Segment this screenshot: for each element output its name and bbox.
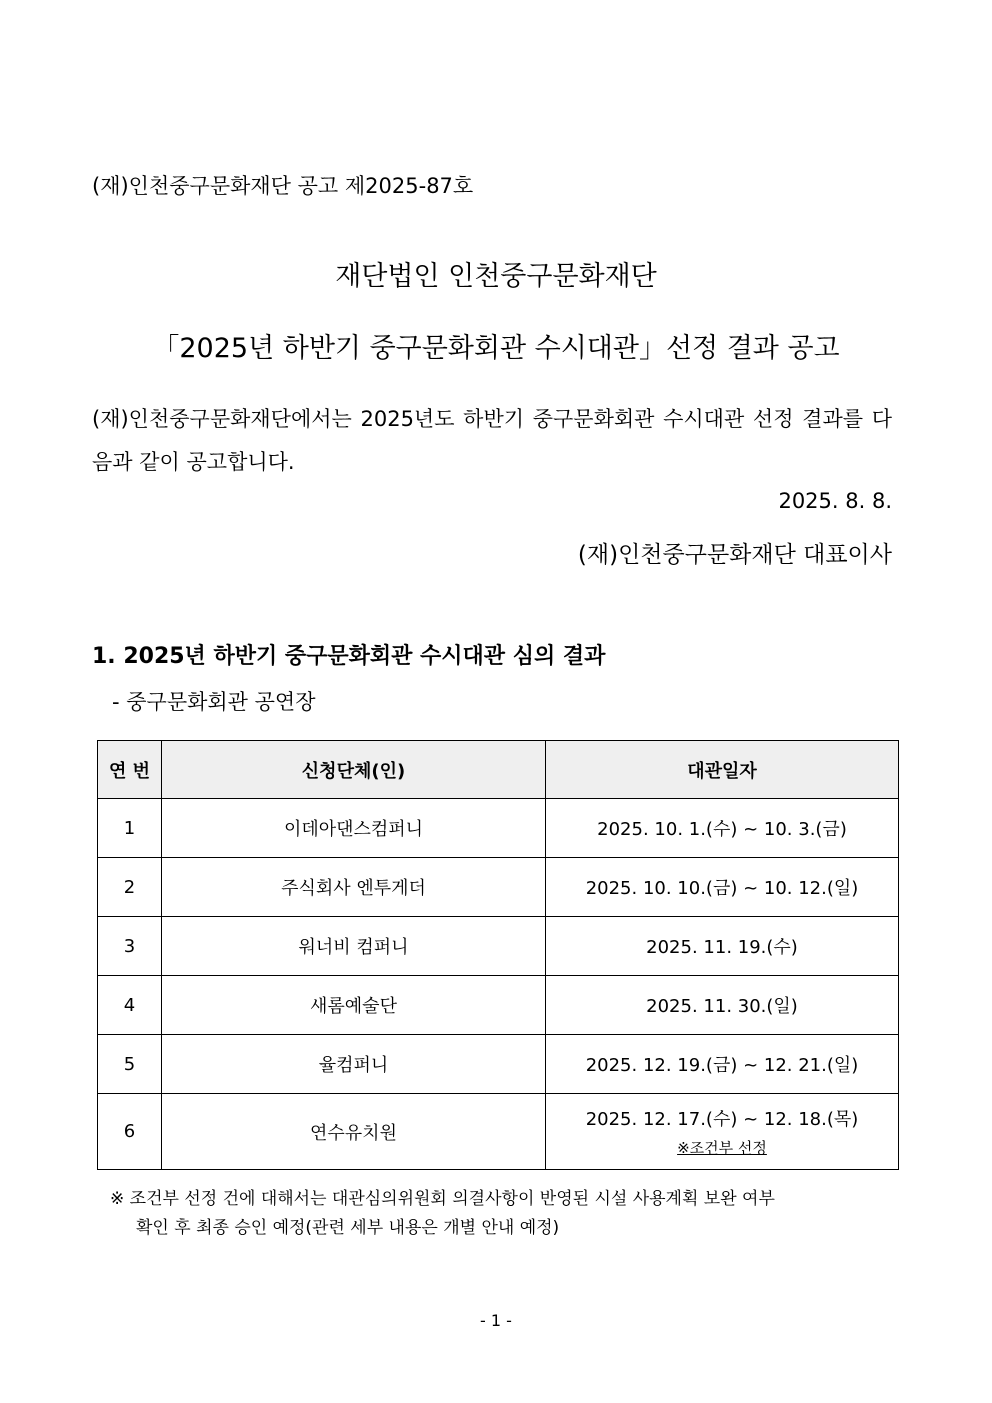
section-heading: 1. 2025년 하반기 중구문화회관 수시대관 심의 결과 xyxy=(92,644,606,669)
row-number: 5 xyxy=(98,1035,162,1094)
row-dates: 2025. 12. 19.(금) ~ 12. 21.(일) xyxy=(546,1035,899,1094)
conditional-selection-note: ※조건부 선정 xyxy=(677,1139,767,1157)
row-number: 4 xyxy=(98,976,162,1035)
row-applicant: 워너비 컴퍼니 xyxy=(162,917,546,976)
table-row xyxy=(98,917,899,976)
row-applicant: 이데아댄스컴퍼니 xyxy=(162,799,546,858)
header-dates: 대관일자 xyxy=(546,741,899,799)
intro-paragraph: (재)인천중구문화재단에서는 2025년도 하반기 중구문화회관 수시대관 선정 결과를 다음과 같이 공고합니다. xyxy=(92,407,892,474)
page-number: - 1 - xyxy=(480,1311,512,1330)
footnote-line-2: 확인 후 최종 승인 예정(관련 세부 내용은 개별 안내 예정) xyxy=(136,1218,560,1238)
table-row xyxy=(98,858,899,917)
row-applicant: 새롬예술단 xyxy=(162,976,546,1035)
notice-number: (재)인천중구문화재단 공고 제2025-87호 xyxy=(92,174,474,198)
row-dates: 2025. 11. 19.(수) xyxy=(546,917,899,976)
row-applicant: 율컴퍼니 xyxy=(162,1035,546,1094)
organization-title: 재단법인 인천중구문화재단 xyxy=(335,261,657,292)
row-dates: 2025. 12. 17.(수) ~ 12. 18.(목) xyxy=(585,1109,859,1130)
row-number: 1 xyxy=(98,799,162,858)
row-number: 2 xyxy=(98,858,162,917)
table-row xyxy=(98,799,899,858)
header-number: 연 번 xyxy=(98,741,162,799)
footnote-line-1: ※ 조건부 선정 건에 대해서는 대관심의위원회 의결사항이 반영된 시설 사용계획 보완 여부 xyxy=(110,1189,775,1209)
row-dates: 2025. 10. 10.(금) ~ 10. 12.(일) xyxy=(546,858,899,917)
document-date: 2025. 8. 8. xyxy=(778,489,892,513)
footnote xyxy=(110,1185,880,1243)
header-applicant: 신청단체(인) xyxy=(162,741,546,799)
row-applicant: 주식회사 엔투게더 xyxy=(162,858,546,917)
row-number: 6 xyxy=(98,1094,162,1170)
table-header-row xyxy=(98,741,899,799)
row-dates: 2025. 10. 1.(수) ~ 10. 3.(금) xyxy=(546,799,899,858)
row-applicant: 연수유치원 xyxy=(162,1094,546,1170)
signer: (재)인천중구문화재단 대표이사 xyxy=(577,542,892,568)
table-row xyxy=(98,1035,899,1094)
rental-schedule-table xyxy=(97,740,899,1170)
document-title: 「2025년 하반기 중구문화회관 수시대관」선정 결과 공고 xyxy=(152,333,840,364)
table-row xyxy=(98,1094,899,1170)
row-dates: 2025. 11. 30.(일) xyxy=(546,976,899,1035)
row-number: 3 xyxy=(98,917,162,976)
row-dates-cell xyxy=(546,1094,899,1170)
venue-subheading: - 중구문화회관 공연장 xyxy=(112,690,316,714)
table-row xyxy=(98,976,899,1035)
